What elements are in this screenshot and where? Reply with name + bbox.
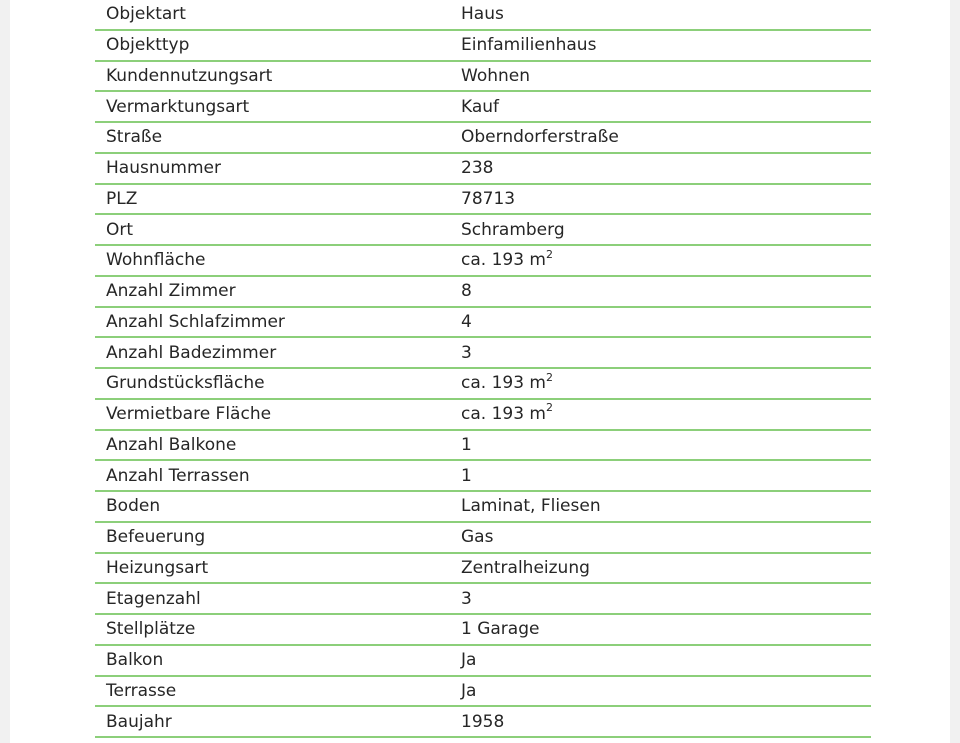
row-label: Objekttyp bbox=[106, 35, 190, 56]
row-label: Vermietbare Fläche bbox=[106, 404, 272, 425]
table-row bbox=[95, 0, 871, 31]
table-row bbox=[95, 646, 871, 677]
value-text: ca. 193 m bbox=[461, 250, 546, 271]
row-value: Ja bbox=[461, 650, 477, 671]
table-row bbox=[95, 431, 871, 462]
row-label: Balkon bbox=[106, 650, 164, 671]
row-label: Stellplätze bbox=[106, 619, 196, 640]
row-value bbox=[461, 370, 553, 394]
row-label: Ort bbox=[106, 219, 134, 240]
details-sheet bbox=[10, 0, 950, 743]
row-label: Terrasse bbox=[106, 680, 177, 701]
row-value: Kauf bbox=[461, 96, 500, 117]
table-row bbox=[95, 154, 871, 185]
table-row bbox=[95, 677, 871, 708]
row-value: Wohnen bbox=[461, 65, 530, 86]
table-row bbox=[95, 277, 871, 308]
row-label: Anzahl Balkone bbox=[106, 434, 237, 455]
row-value: 238 bbox=[461, 158, 494, 179]
row-label: Befeuerung bbox=[106, 527, 206, 548]
table-row bbox=[95, 615, 871, 646]
table-row bbox=[95, 492, 871, 523]
row-label: Grundstücksfläche bbox=[106, 373, 265, 394]
row-value: 1 Garage bbox=[461, 619, 540, 640]
row-label: Kundennutzungsart bbox=[106, 65, 273, 86]
table-row bbox=[95, 461, 871, 492]
row-label: Anzahl Badezimmer bbox=[106, 342, 277, 363]
row-value: 3 bbox=[461, 342, 472, 363]
table-row bbox=[95, 707, 871, 738]
row-value: Laminat, Fliesen bbox=[461, 496, 601, 517]
row-value bbox=[461, 247, 553, 271]
table-row bbox=[95, 369, 871, 400]
row-value: Gas bbox=[461, 527, 494, 548]
table-row bbox=[95, 215, 871, 246]
row-label: Baujahr bbox=[106, 711, 172, 732]
row-label: Anzahl Terrassen bbox=[106, 465, 250, 486]
unit-exponent: 2 bbox=[545, 370, 553, 384]
row-value: Schramberg bbox=[461, 219, 565, 240]
table-row bbox=[95, 92, 871, 123]
value-text: ca. 193 m bbox=[461, 373, 546, 394]
row-label: Straße bbox=[106, 127, 163, 148]
row-label: Vermarktungsart bbox=[106, 96, 250, 117]
row-value: 1 bbox=[461, 434, 472, 455]
row-label: Hausnummer bbox=[106, 158, 221, 179]
row-value: 1 bbox=[461, 465, 472, 486]
table-row bbox=[95, 400, 871, 431]
row-value: Haus bbox=[461, 4, 504, 25]
row-value: Einfamilienhaus bbox=[461, 35, 597, 56]
row-value: 3 bbox=[461, 588, 472, 609]
table-row bbox=[95, 554, 871, 585]
table-row bbox=[95, 246, 871, 277]
unit-exponent: 2 bbox=[545, 247, 553, 261]
row-label: Etagenzahl bbox=[106, 588, 201, 609]
row-value: Oberndorferstraße bbox=[461, 127, 619, 148]
table-row bbox=[95, 123, 871, 154]
row-value: Ja bbox=[461, 680, 477, 701]
table-row bbox=[95, 584, 871, 615]
table-row bbox=[95, 62, 871, 93]
row-value: 8 bbox=[461, 281, 472, 302]
row-label: PLZ bbox=[106, 188, 138, 209]
row-label: Wohnfläche bbox=[106, 250, 206, 271]
table-row bbox=[95, 523, 871, 554]
row-value bbox=[461, 401, 553, 425]
table-row bbox=[95, 31, 871, 62]
row-label: Anzahl Schlafzimmer bbox=[106, 311, 285, 332]
table-row bbox=[95, 185, 871, 216]
row-value: 1958 bbox=[461, 711, 505, 732]
row-label: Heizungsart bbox=[106, 557, 209, 578]
property-details-table bbox=[95, 0, 871, 738]
row-value: 4 bbox=[461, 311, 472, 332]
row-label: Objektart bbox=[106, 4, 186, 25]
table-row bbox=[95, 338, 871, 369]
unit-exponent: 2 bbox=[545, 401, 553, 415]
row-label: Anzahl Zimmer bbox=[106, 281, 236, 302]
row-value: Zentralheizung bbox=[461, 557, 590, 578]
row-value: 78713 bbox=[461, 188, 516, 209]
row-label: Boden bbox=[106, 496, 161, 517]
value-text: ca. 193 m bbox=[461, 404, 546, 425]
table-row bbox=[95, 308, 871, 339]
